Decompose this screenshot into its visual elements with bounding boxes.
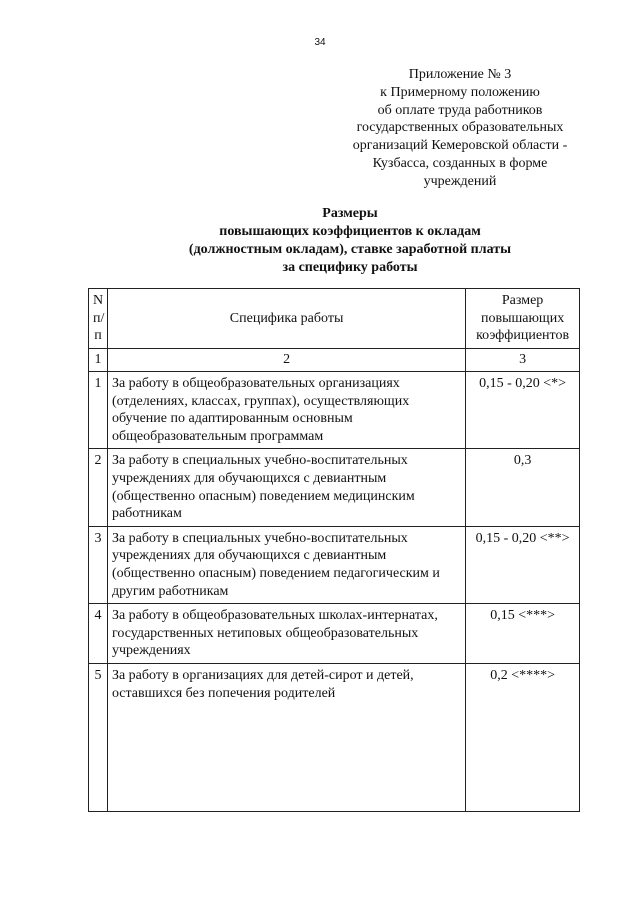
appendix-line: государственных образовательных bbox=[356, 120, 564, 136]
row-number: 5 bbox=[89, 663, 108, 811]
page-number: 34 bbox=[314, 37, 326, 48]
appendix-line: учреждений bbox=[423, 173, 497, 189]
title-line: (должностным окладам), ставке заработной платы bbox=[188, 242, 512, 257]
appendix-line: об оплате труда работников bbox=[377, 102, 543, 118]
row-specifics: За работу в общеобразовательных школах-интернатах, государственных нетиповых общеобразовательных учреждениях bbox=[107, 604, 465, 664]
coefficients-table bbox=[88, 288, 580, 812]
row-specifics: За работу в специальных учебно-воспитательных учреждениях для обучающихся с девиантным (общественно опасным) поведением педагогическим и другим работникам bbox=[107, 526, 465, 603]
title-line: за специфику работы bbox=[282, 260, 418, 275]
row-coefficient: 0,2 <****> bbox=[466, 663, 580, 811]
row-specifics: За работу в специальных учебно-воспитательных учреждениях для обучающихся с девиантным (общественно опасным) поведением медицинским работникам bbox=[107, 449, 465, 526]
column-numbering-row bbox=[89, 349, 580, 372]
appendix-line: Приложение № 3 bbox=[408, 67, 512, 82]
header-specifics: Специфика работы bbox=[107, 289, 465, 349]
appendix-note bbox=[330, 66, 590, 191]
table-header-row bbox=[89, 289, 580, 349]
column-number: 1 bbox=[89, 349, 108, 372]
appendix-line: организаций Кемеровской области - bbox=[352, 138, 568, 154]
title-line: повышающих коэффициентов к окладам bbox=[219, 224, 481, 239]
row-number: 1 bbox=[89, 372, 108, 449]
appendix-line: к Примерному положению bbox=[380, 84, 540, 100]
document-title bbox=[110, 205, 590, 277]
row-coefficient: 0,15 - 0,20 <*> bbox=[466, 372, 580, 449]
row-coefficient: 0,15 - 0,20 <**> bbox=[466, 526, 580, 603]
table-row bbox=[89, 663, 580, 811]
row-number: 3 bbox=[89, 526, 108, 603]
row-specifics: За работу в организациях для детей-сирот и детей, оставшихся без попечения родителей bbox=[107, 663, 465, 811]
row-number: 4 bbox=[89, 604, 108, 664]
table-row bbox=[89, 526, 580, 603]
title-line: Размеры bbox=[322, 206, 378, 221]
row-number: 2 bbox=[89, 449, 108, 526]
table-row bbox=[89, 449, 580, 526]
header-number: N п/п bbox=[89, 289, 108, 349]
table-row bbox=[89, 604, 580, 664]
column-number: 2 bbox=[107, 349, 465, 372]
header-coefficient-size: Размер повышающих коэффициентов bbox=[466, 289, 580, 349]
row-coefficient: 0,3 bbox=[466, 449, 580, 526]
appendix-line: Кузбасса, созданных в форме bbox=[372, 155, 548, 171]
table-row bbox=[89, 372, 580, 449]
column-number: 3 bbox=[466, 349, 580, 372]
row-coefficient: 0,15 <***> bbox=[466, 604, 580, 664]
row-specifics: За работу в общеобразовательных организациях (отделениях, классах, группах), осуществляющих обучение по адаптированным основным общеобразовательным программам bbox=[107, 372, 465, 449]
